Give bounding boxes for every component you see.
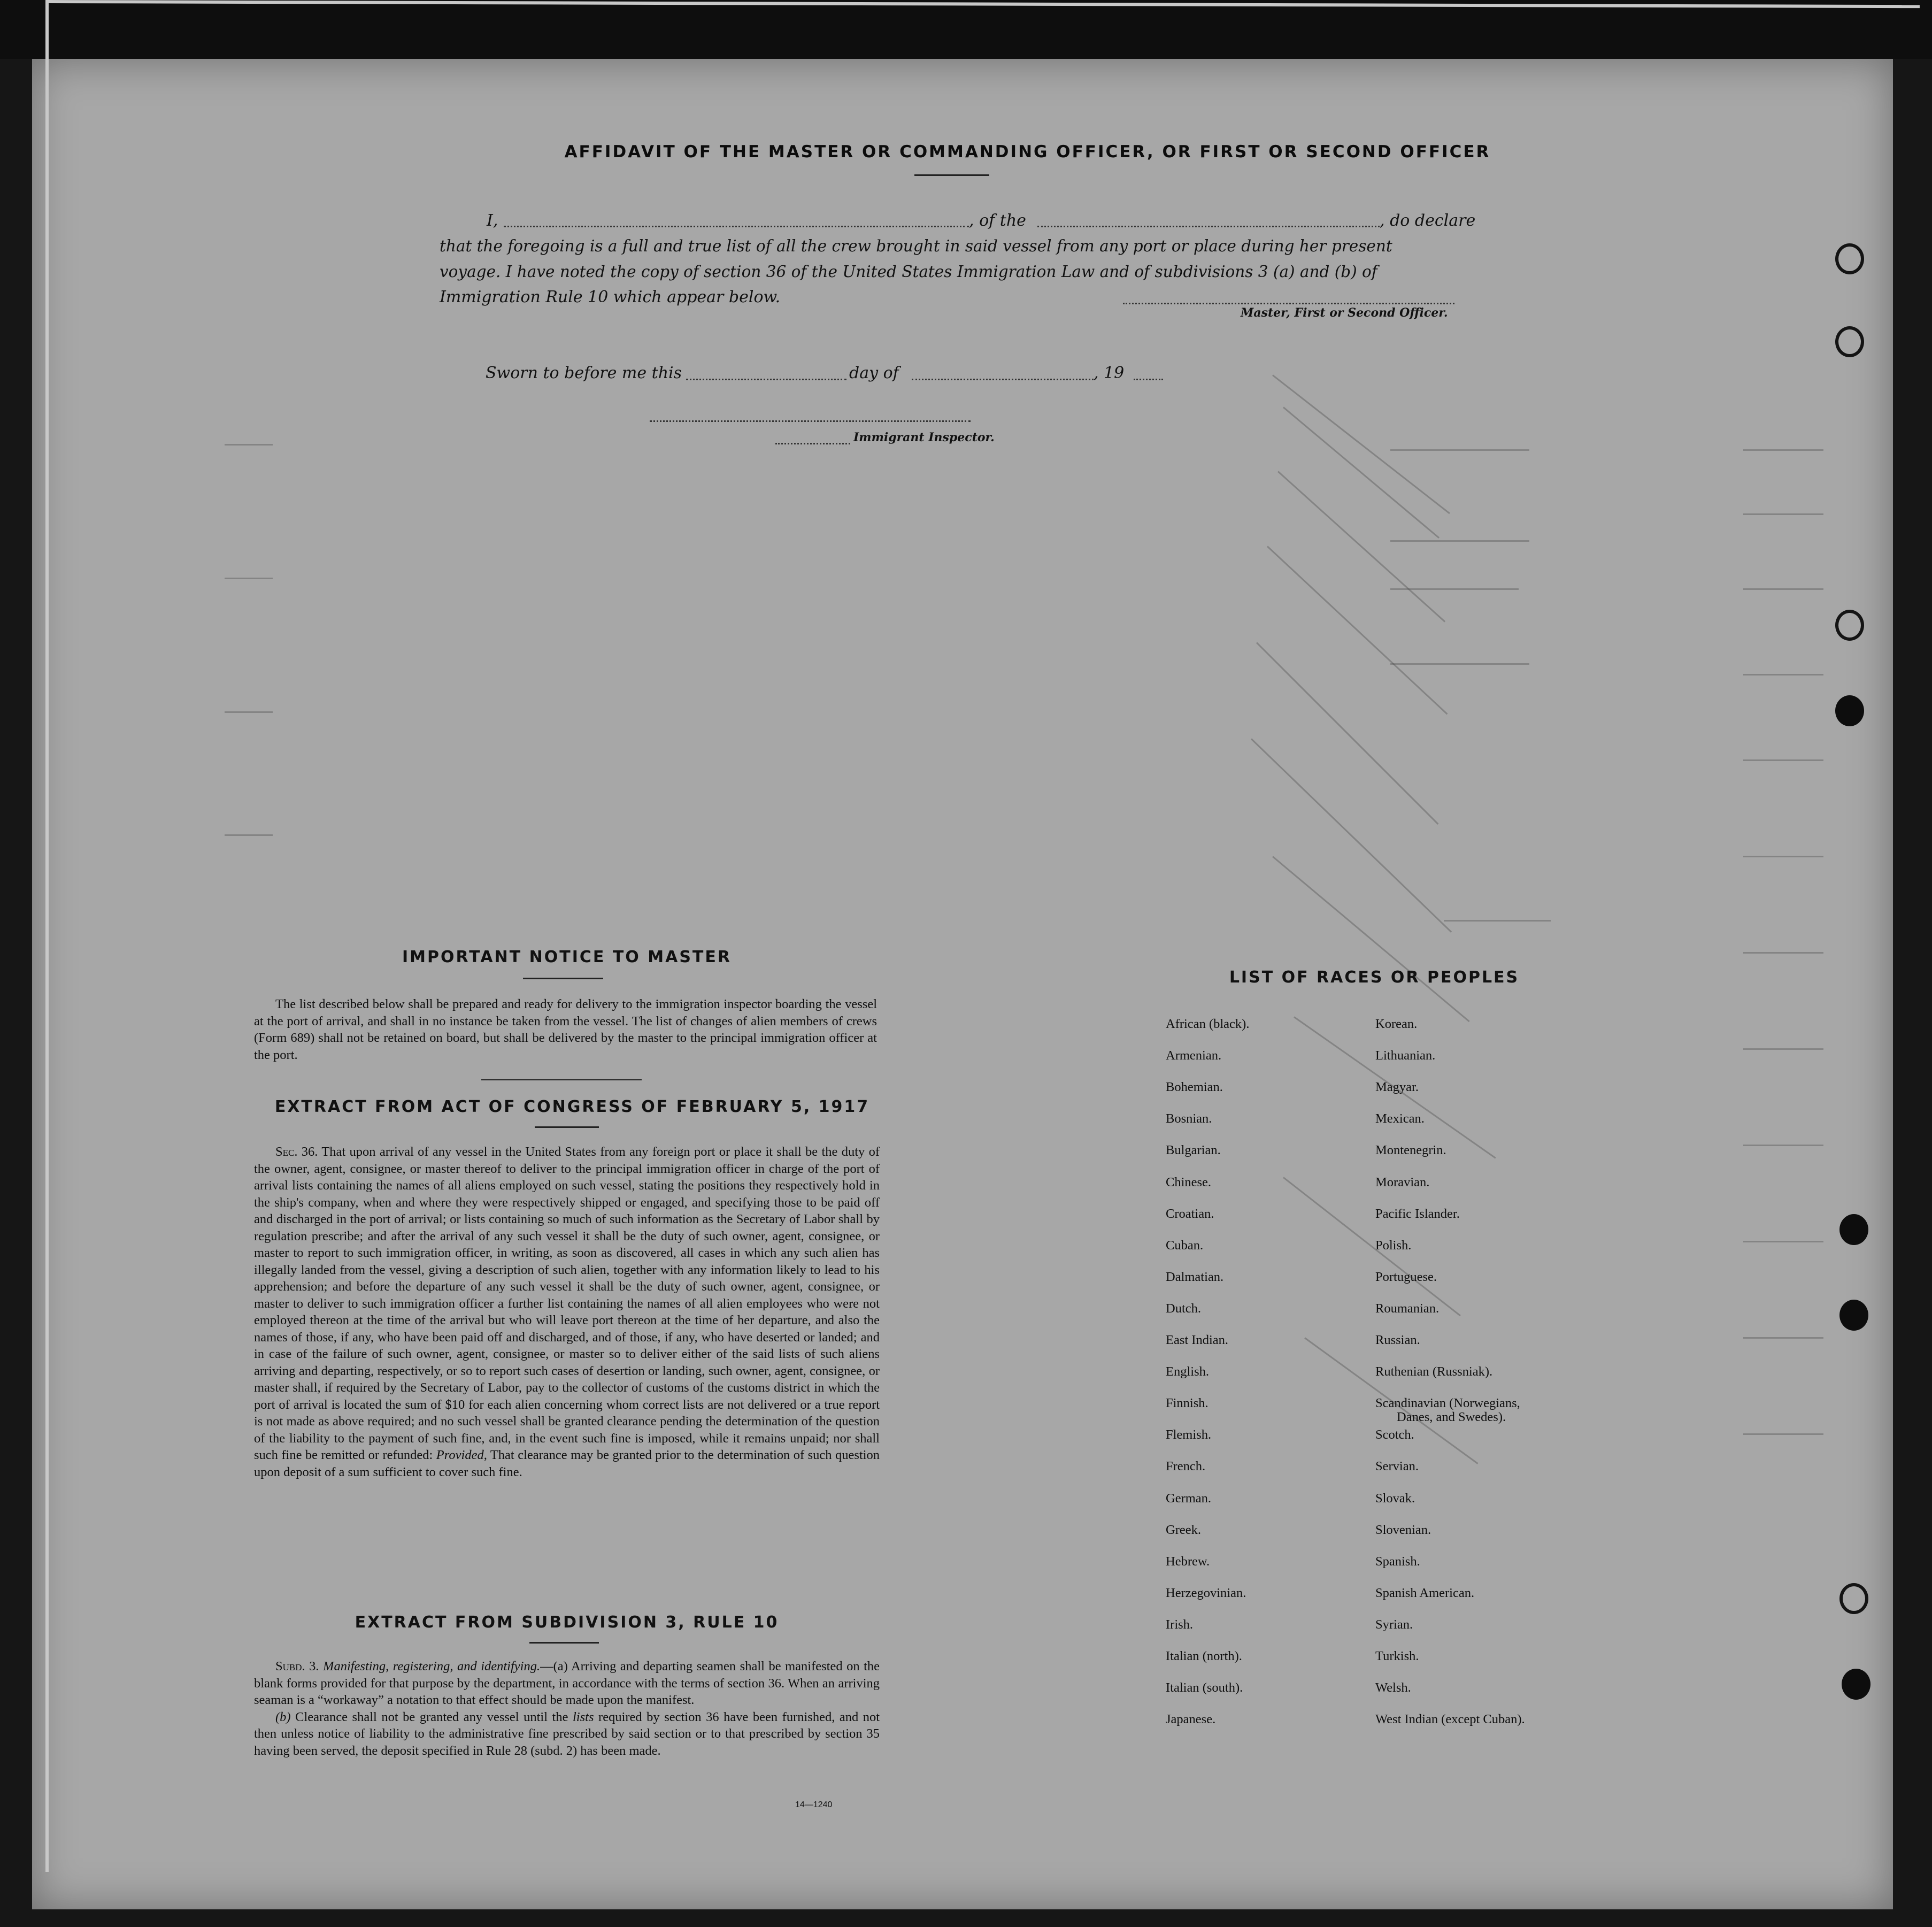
name-blank (504, 226, 969, 227)
race-item-right: Slovak. (1375, 1491, 1415, 1506)
act-title: EXTRACT FROM ACT OF CONGRESS OF FEBRUARY 5, 1917 (274, 1097, 870, 1116)
act-underline (535, 1126, 599, 1128)
race-item-left: East Indian. (1166, 1333, 1229, 1347)
race-item-continuation: Danes, and Swedes). (1397, 1410, 1506, 1425)
affidavit-line3: voyage. I have noted the copy of section 36 of the United States Immigration Law and of subdivisions 3 (a) and (b) of (440, 263, 1377, 281)
rule-subd-b-lead: (b) (275, 1709, 291, 1724)
race-item-right: Korean. (1375, 1017, 1418, 1031)
notice-underline (523, 978, 603, 979)
act-proviso-word: Provided, (436, 1448, 487, 1462)
act-body (254, 1143, 880, 1480)
document-sheet (32, 59, 1893, 1909)
rule-underline (529, 1642, 599, 1644)
act-proviso-text: That clearance may be granted prior to the determination of such question upon deposit of a sum sufficient to cover such fine. (254, 1448, 880, 1479)
race-item-left: Bulgarian. (1166, 1143, 1221, 1158)
race-item-right: Spanish. (1375, 1554, 1420, 1569)
sworn-text: Sworn to before me this (486, 364, 682, 382)
sworn-day-blank (686, 379, 846, 380)
divider (481, 1079, 642, 1080)
notice-body (254, 996, 877, 1063)
affidavit-line1-mid: , of the (969, 211, 1026, 230)
race-item-left: African (black). (1166, 1017, 1250, 1031)
race-item-left: Flemish. (1166, 1427, 1212, 1442)
sworn-year-blank (1134, 379, 1163, 380)
rule-subd-b-text-2: required by section 36 have been furnished, and not then unless notice of liability to the administrative fine prescribed by said section or to that prescribed by section 35 having been served, the deposit specified in Rule 28 (subd. 2) has been made. (254, 1709, 880, 1758)
race-item-right: Spanish American. (1375, 1585, 1475, 1600)
notice-paragraph: The list described below shall be prepared and ready for delivery to the immigration inspector boarding the vessel at the port of arrival, and shall in no instance be taken from the vessel. The list of changes of alien members of crews (Form 689) shall not be retained on board, but shall be delivered by the master to the principal immigration officer at the port. (254, 997, 877, 1062)
rule-title: EXTRACT FROM SUBDIVISION 3, RULE 10 (355, 1613, 779, 1632)
race-item-left: Croatian. (1166, 1206, 1214, 1221)
race-item-right: Lithuanian. (1375, 1048, 1436, 1063)
sworn-day-of: day of (849, 364, 899, 382)
race-item-right: Syrian. (1375, 1617, 1413, 1632)
race-item-right: Roumanian. (1375, 1301, 1440, 1316)
race-item-left: Dutch. (1166, 1301, 1201, 1316)
rule-subd-b-text-1: Clearance shall not be granted any vessel until the (295, 1709, 568, 1724)
race-item-right: Magyar. (1375, 1080, 1419, 1095)
affidavit-title: AFFIDAVIT OF THE MASTER OR COMMANDING OFFICER, OR FIRST OR SECOND OFFICER (564, 142, 1491, 162)
inspector-label: Immigrant Inspector. (853, 431, 995, 444)
notice-title: IMPORTANT NOTICE TO MASTER (402, 948, 732, 966)
affidavit-line2: that the foregoing is a full and true list of all the crew brought in said vessel from any port or place during her present (440, 237, 1392, 255)
race-item-right: Ruthenian (Russniak). (1375, 1364, 1493, 1379)
race-item-right: Russian. (1375, 1333, 1420, 1347)
sworn-month-blank (912, 379, 1094, 380)
affidavit-line1-end: , do declare (1380, 211, 1476, 230)
vessel-blank (1037, 226, 1380, 227)
race-item-right: Scandinavian (Norwegians, (1375, 1396, 1520, 1411)
rule-paragraph-a (254, 1658, 880, 1709)
race-item-left: Italian (north). (1166, 1649, 1242, 1663)
race-item-left: Cuban. (1166, 1238, 1204, 1253)
race-item-right: Scotch. (1375, 1427, 1414, 1442)
act-section-lead: Sec. 36. (275, 1145, 318, 1159)
race-item-right: Portuguese. (1375, 1269, 1437, 1284)
race-item-left: Italian (south). (1166, 1680, 1243, 1695)
race-item-right: Mexican. (1375, 1111, 1425, 1126)
act-section-text: That upon arrival of any vessel in the United States from any foreign port or place it shall be the duty of the owner, agent, consignee, or master thereof to deliver to the principal immigration officer in charge of the port of arrival lists containing the names of all aliens employed on such vessel, stating the positions they respectively hold in the ship's company, when and where they were respectively shipped or engaged, and specifying those to be paid off and discharged in the port of arrival; or lists containing so much of such information as the Secretary of Labor shall by regulation prescribe; and after the arrival of any such vessel it shall be the duty of such owner, agent, consignee, or master to report to such immigration officer, in writing, as soon as discovered, all cases in which any such alien has illegally landed from the vessel, giving a description of such alien, together with any information likely to lead to his apprehension; and before the departure of any such vessel it shall be the duty of such owner, agent, consignee, or master to deliver to such immigration officer a further list containing the names of all alien employees who were not employed thereon at the time of the arrival but who will leave port thereon at the time of her departure, and also the names of those, if any, who have been paid off and discharged, and of those, if any, who have deserted or landed; and in case of the failure of such owner, agent, consignee, or master so to deliver either of the said lists of such aliens arriving and departing, respectively, or so to report such cases of desertion or landing, such owner, agent, consignee, or master shall, if required by the Secretary of Labor, pay to the collector of customs of the customs district in which the port of arrival is located the sum of $10 for each alien concerning whom correct lists are not delivered or a true report is not made as above required; and no such vessel shall be granted clearance pending the determination of the question of the liability to the payment of such fine, and, in the event such fine is imposed, while it remains unpaid; nor shall such fine be remitted or refunded: (254, 1145, 880, 1462)
race-item-left: Greek. (1166, 1522, 1201, 1537)
race-item-left: Finnish. (1166, 1396, 1209, 1411)
races-title: LIST OF RACES OR PEOPLES (1229, 968, 1520, 987)
rule-subd-b-lists: lists (573, 1709, 594, 1724)
signature-blank (1123, 303, 1454, 304)
affidavit-line4: Immigration Rule 10 which appear below. (440, 288, 781, 306)
race-item-left: Armenian. (1166, 1048, 1222, 1063)
title-underline (914, 174, 989, 176)
race-item-right: Polish. (1375, 1238, 1412, 1253)
rule-subd-heading: Manifesting, registering, and identifying. (323, 1659, 541, 1673)
race-item-left: Japanese. (1166, 1712, 1216, 1727)
race-item-left: Dalmatian. (1166, 1269, 1224, 1284)
signature-label: Master, First or Second Officer. (1241, 306, 1448, 320)
race-item-left: English. (1166, 1364, 1209, 1379)
race-item-right: Servian. (1375, 1459, 1419, 1474)
race-item-left: Bosnian. (1166, 1111, 1212, 1126)
race-item-left: Hebrew. (1166, 1554, 1210, 1569)
race-item-left: Bohemian. (1166, 1080, 1223, 1095)
race-item-left: French. (1166, 1459, 1206, 1474)
inspector-signature-blank (650, 420, 971, 422)
inspector-prefix-blank (775, 443, 850, 444)
rule-subd-lead: Subd. 3. (275, 1659, 319, 1673)
form-number: 14—1240 (795, 1800, 833, 1809)
rule-subd-a-text: —(a) Arriving and departing seamen shall be manifested on the blank forms provided for that purpose by the department, in accordance with the terms of section 36. When an arriving seaman is a “workaway” a notation to that effect should be made upon the manifest. (254, 1659, 880, 1707)
race-item-left: Herzegovinian. (1166, 1585, 1246, 1600)
race-item-right: Pacific Islander. (1375, 1206, 1460, 1221)
race-item-right: West Indian (except Cuban). (1375, 1712, 1525, 1727)
race-item-left: Irish. (1166, 1617, 1194, 1632)
rule-body (254, 1658, 880, 1759)
affidavit-line1-start: I, (487, 211, 498, 230)
race-item-right: Welsh. (1375, 1680, 1411, 1695)
rule-paragraph-b (254, 1709, 880, 1760)
sworn-year: , 19 (1094, 364, 1125, 382)
race-item-right: Slovenian. (1375, 1522, 1431, 1537)
race-item-right: Moravian. (1375, 1174, 1430, 1189)
race-item-right: Turkish. (1375, 1649, 1419, 1663)
act-paragraph (254, 1143, 880, 1480)
race-item-left: German. (1166, 1491, 1212, 1506)
race-item-right: Montenegrin. (1375, 1143, 1446, 1158)
scan-top-border (0, 0, 1932, 59)
race-item-left: Chinese. (1166, 1174, 1212, 1189)
page-edge-left (45, 0, 49, 1872)
